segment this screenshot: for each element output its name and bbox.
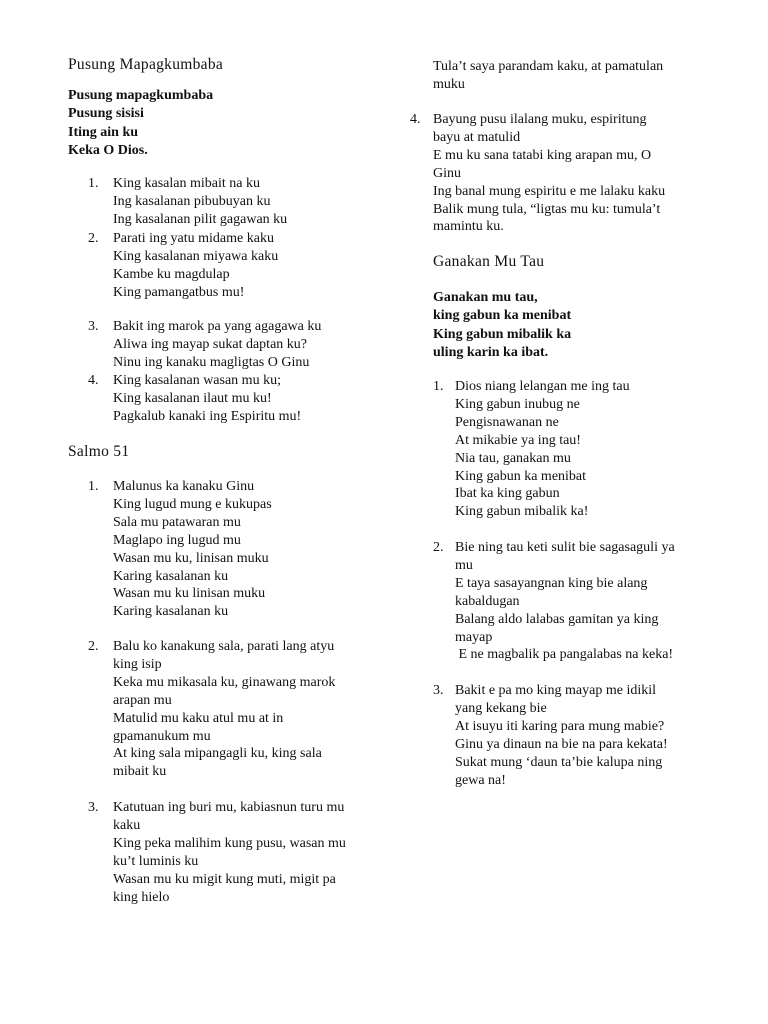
verse-line: ku’t luminis ku <box>113 853 199 869</box>
verse-number: 4. <box>88 373 99 388</box>
refrain-line: king gabun ka menibat <box>433 308 572 324</box>
verse-line: King gabun ka menibat <box>455 468 587 484</box>
verse <box>410 539 675 664</box>
verse-line: king hielo <box>113 889 170 905</box>
verse-number: 3. <box>433 683 444 698</box>
verse-line: Sukat mung ‘daun ta’bie kalupa ning <box>455 754 663 770</box>
refrain-line: Iting ain ku <box>68 124 139 140</box>
verse-line: mayap <box>455 629 493 645</box>
verse-line: E taya sasayangnan king bie alang <box>455 575 648 591</box>
verse-line: King kasalanan ilaut mu ku! <box>113 390 272 406</box>
verse-line: Karing kasalanan ku <box>113 568 229 584</box>
verse-line: Parati ing yatu midame kaku <box>113 231 274 246</box>
verse-line: Aliwa ing mayap sukat daptan ku? <box>113 336 308 352</box>
verse-line: King kasalanan wasan mu ku; <box>113 373 281 388</box>
verse-line: mu <box>455 557 473 573</box>
verse-line: Wasan mu ku migit kung muti, migit pa <box>113 871 336 887</box>
verse-line: Matulid mu kaku atul mu at in <box>113 710 284 726</box>
verse-line: King kasalan mibait na ku <box>113 176 260 191</box>
verse-line: muku <box>433 76 465 92</box>
verse-line: Balang aldo lalabas gamitan ya king <box>455 611 659 627</box>
verse-line: Kambe ku magdulap <box>113 266 230 282</box>
verse-line: Pengisnawanan ne <box>455 414 559 430</box>
verse-line: bayu at matulid <box>433 129 521 145</box>
verse-line: Wasan mu ku linisan muku <box>113 586 266 602</box>
verse-number: 2. <box>433 540 444 555</box>
verse-line: Ing banal mung espiritu e me lalaku kaku <box>433 183 666 199</box>
verse-line: gpamanukum mu <box>113 728 211 744</box>
verse-line: King pamangatbus mu! <box>113 284 245 300</box>
verse-line: Malunus ka kanaku Ginu <box>113 479 255 494</box>
verse-number: 2. <box>88 231 99 246</box>
song-title: Ganakan Mu Tau <box>433 253 545 270</box>
verse-line: Katutuan ing buri mu, kabiasnun turu mu <box>113 800 345 815</box>
verse-line: King peka malihim kung pusu, wasan mu <box>113 835 346 851</box>
verse-line: Pagkalub kanaki ing Espiritu mu! <box>113 408 302 424</box>
verse <box>68 175 287 229</box>
verse-number: 3. <box>88 800 99 815</box>
verse-line: mibait ku <box>113 764 167 780</box>
verse-line: Ing kasalanan pibubuyan ku <box>113 193 271 209</box>
verse-line: Ing kasalanan pilit gagawan ku <box>113 211 288 227</box>
verse-line: King kasalanan miyawa kaku <box>113 248 279 264</box>
verse <box>68 799 346 906</box>
verse <box>68 478 272 621</box>
verse <box>410 682 668 789</box>
refrain-line: Pusung sisisi <box>68 106 144 122</box>
verse-line: At mikabie ya ing tau! <box>455 432 581 448</box>
verse-line: Nia tau, ganakan mu <box>455 450 571 466</box>
verse-line: Bie ning tau keti sulit bie sagasaguli ya <box>455 540 675 555</box>
verse-number: 1. <box>88 176 99 191</box>
verse-line: Maglapo ing lugud mu <box>113 532 241 548</box>
refrain-line: Pusung mapagkumbaba <box>68 88 214 103</box>
verse-line: Ibat ka king gabun <box>455 486 560 502</box>
verse <box>68 372 301 426</box>
refrain <box>68 87 213 161</box>
verse <box>410 111 665 236</box>
verse-number: 1. <box>88 479 99 494</box>
verse-line: king isip <box>113 656 162 672</box>
verse-line: kabaldugan <box>455 593 520 609</box>
verse-line: At isuyu iti karing para mung mabie? <box>455 718 665 734</box>
refrain-line: Ganakan mu tau, <box>433 290 538 305</box>
verse-number: 4. <box>410 112 421 127</box>
verse-line: Balu ko kanakung sala, parati lang atyu <box>113 639 335 654</box>
verse <box>68 318 321 372</box>
verse-line: Ginu <box>433 165 461 181</box>
verse-line: Balik mung tula, “ligtas mu ku: tumula’t <box>433 201 661 217</box>
refrain-line: uling karin ka ibat. <box>433 345 549 361</box>
verse-number: 1. <box>433 379 444 394</box>
verse-line: Wasan mu ku, linisan muku <box>113 550 269 566</box>
verse-line: At king sala mipangagli ku, king sala <box>113 746 322 762</box>
verse-line: E ne magbalik pa pangalabas na keka! <box>455 647 674 663</box>
verse-number: 3. <box>88 319 99 334</box>
verse-line: Keka mu mikasala ku, ginawang marok <box>113 674 336 690</box>
verse-line: Bayung pusu ilalang muku, espiritung <box>433 112 647 127</box>
verse-line: gewa na! <box>455 772 506 788</box>
verse <box>68 230 278 302</box>
verse-line: Tula’t saya parandam kaku, at pamatulan <box>433 59 664 74</box>
verse-line: yang kekang bie <box>455 700 547 716</box>
verse <box>68 638 335 781</box>
verse-line: Sala mu patawaran mu <box>113 514 241 530</box>
refrain-line: Keka O Dios. <box>68 143 148 159</box>
verse-number: 2. <box>88 639 99 654</box>
verse-line: Bakit e pa mo king mayap me idikil <box>455 683 657 698</box>
verse-line: Karing kasalanan ku <box>113 604 229 620</box>
verse-line: mamintu ku. <box>433 219 504 235</box>
verse-line: King lugud mung e kukupas <box>113 496 272 512</box>
verse-line: Ginu ya dinaun na bie na para kekata! <box>455 736 668 752</box>
verse-line: Ninu ing kanaku magligtas O Ginu <box>113 354 310 370</box>
song-title: Pusung Mapagkumbaba <box>68 56 224 73</box>
verse-line: King gabun mibalik ka! <box>455 504 589 520</box>
verse-line: Bakit ing marok pa yang agagawa ku <box>113 319 322 334</box>
verse-line: E mu ku sana tatabi king arapan mu, O <box>433 147 652 163</box>
verse <box>410 378 630 521</box>
verse-line: King gabun inubug ne <box>455 396 580 412</box>
refrain-line: King gabun mibalik ka <box>433 326 572 342</box>
verse-line: Dios niang lelangan me ing tau <box>455 379 630 394</box>
verse-line: arapan mu <box>113 692 172 708</box>
song-title: Salmo 51 <box>68 443 130 460</box>
verse-line: kaku <box>113 817 141 833</box>
verse-continuation <box>410 58 663 94</box>
refrain <box>433 289 571 363</box>
